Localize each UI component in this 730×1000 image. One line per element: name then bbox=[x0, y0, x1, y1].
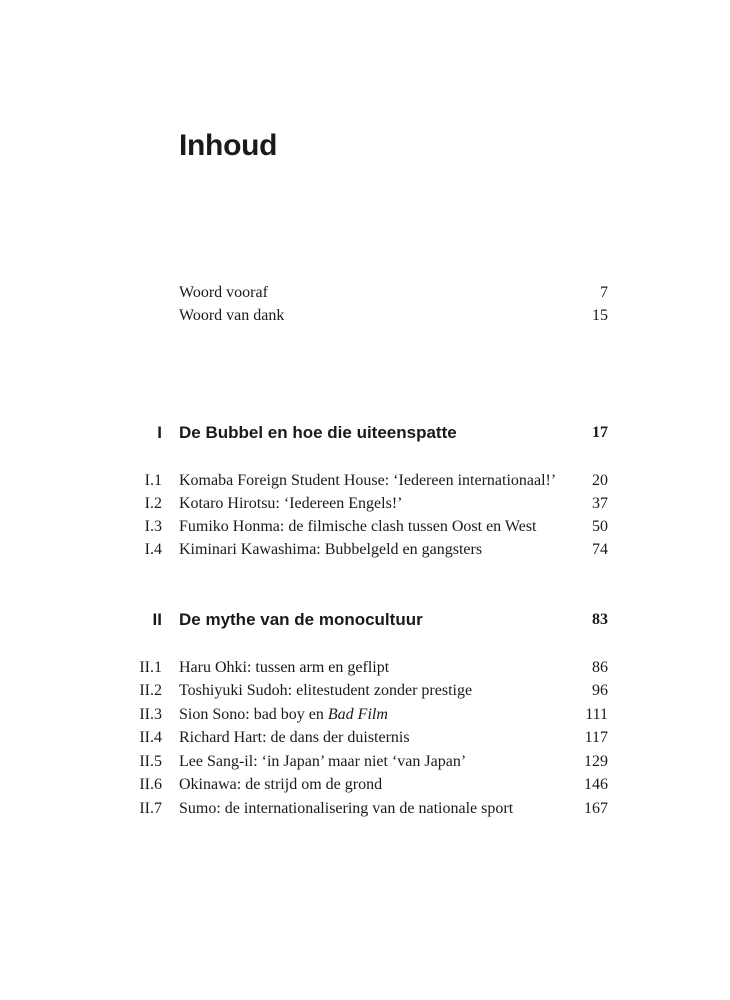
toc-chapter[interactable] bbox=[130, 538, 608, 561]
toc-chapter-number: I.3 bbox=[144, 518, 162, 535]
toc-chapter-page: 74 bbox=[592, 541, 608, 558]
toc-chapter-label: Haru Ohki: tussen arm en geflipt bbox=[179, 659, 390, 676]
toc-chapter-label: Sumo: de internationalisering van de nationale sport bbox=[179, 800, 514, 817]
toc-part-number: I bbox=[157, 423, 162, 442]
toc-chapter-number: I.1 bbox=[144, 472, 162, 489]
toc-chapter-page: 96 bbox=[592, 682, 608, 699]
toc-chapter-label: Lee Sang-il: ‘in Japan’ maar niet ‘van Japan’ bbox=[179, 753, 467, 770]
toc-chapter-page: 117 bbox=[584, 729, 608, 746]
toc-chapter-page: 167 bbox=[584, 800, 608, 817]
toc-chapter-number: I.4 bbox=[144, 541, 162, 558]
toc-chapter[interactable] bbox=[130, 679, 608, 702]
toc-entry[interactable] bbox=[130, 304, 608, 327]
toc-chapter-label: Kotaro Hirotsu: ‘Iedereen Engels!’ bbox=[179, 495, 403, 512]
toc-entry-label: Woord van dank bbox=[179, 307, 285, 324]
toc-chapter[interactable] bbox=[130, 656, 608, 679]
toc-part-title: De mythe van de monocultuur bbox=[179, 610, 423, 629]
toc-chapter-label bbox=[179, 703, 388, 726]
toc-chapter-label: Toshiyuki Sudoh: elitestudent zonder prestige bbox=[179, 682, 473, 699]
toc-chapter-label: Richard Hart: de dans der duisternis bbox=[179, 729, 410, 746]
toc-part-heading[interactable] bbox=[130, 607, 608, 633]
toc-chapter-number: I.2 bbox=[144, 495, 162, 512]
toc-chapter[interactable] bbox=[130, 703, 608, 726]
toc-part-number: II bbox=[152, 610, 162, 629]
toc-chapter[interactable] bbox=[130, 469, 608, 492]
toc-chapter-page: 37 bbox=[592, 495, 608, 512]
toc-chapter-label: Okinawa: de strijd om de grond bbox=[179, 776, 383, 793]
toc-chapter-label: Komaba Foreign Student House: ‘Iedereen internationaal!’ bbox=[179, 472, 557, 489]
toc-entry[interactable] bbox=[130, 281, 608, 304]
toc-chapter[interactable] bbox=[130, 492, 608, 515]
toc-chapter-label: Fumiko Honma: de filmische clash tussen Oost en West bbox=[179, 518, 537, 535]
toc-part-page: 17 bbox=[592, 424, 608, 441]
toc-chapter-number: II.2 bbox=[139, 682, 162, 699]
toc-chapter[interactable] bbox=[130, 515, 608, 538]
page-title: Inhoud bbox=[179, 129, 278, 162]
toc-chapter-number: II.1 bbox=[139, 659, 162, 676]
toc-entry-label: Woord vooraf bbox=[179, 284, 268, 301]
toc-chapter[interactable] bbox=[130, 726, 608, 749]
toc-chapter-label-italic: Bad Film bbox=[327, 706, 388, 723]
toc-part-page: 83 bbox=[592, 611, 608, 628]
toc-chapter-page: 50 bbox=[592, 518, 608, 535]
toc-chapter-page: 129 bbox=[584, 753, 608, 770]
toc-chapter-page: 86 bbox=[592, 659, 608, 676]
toc-part-heading[interactable] bbox=[130, 420, 608, 446]
toc-chapter[interactable] bbox=[130, 750, 608, 773]
toc-chapter-page: 146 bbox=[584, 776, 608, 793]
toc-entry-page: 7 bbox=[600, 284, 608, 301]
toc-chapter-number: II.6 bbox=[139, 776, 162, 793]
toc-chapter-number: II.3 bbox=[139, 706, 162, 723]
toc-entry-page: 15 bbox=[592, 307, 608, 324]
toc-chapter[interactable] bbox=[130, 773, 608, 796]
toc-chapter-label: Kiminari Kawashima: Bubbelgeld en gangsters bbox=[179, 541, 483, 558]
toc-chapter-page: 111 bbox=[585, 706, 608, 723]
toc-chapter-number: II.5 bbox=[139, 753, 162, 770]
toc-part-title: De Bubbel en hoe die uiteenspatte bbox=[179, 423, 457, 442]
toc-chapter[interactable] bbox=[130, 797, 608, 820]
toc-chapter-page: 20 bbox=[592, 472, 608, 489]
toc-chapter-label-text: Sion Sono: bad boy en bbox=[179, 706, 328, 723]
toc-chapter-number: II.4 bbox=[139, 729, 162, 746]
toc-chapter-number: II.7 bbox=[139, 800, 162, 817]
